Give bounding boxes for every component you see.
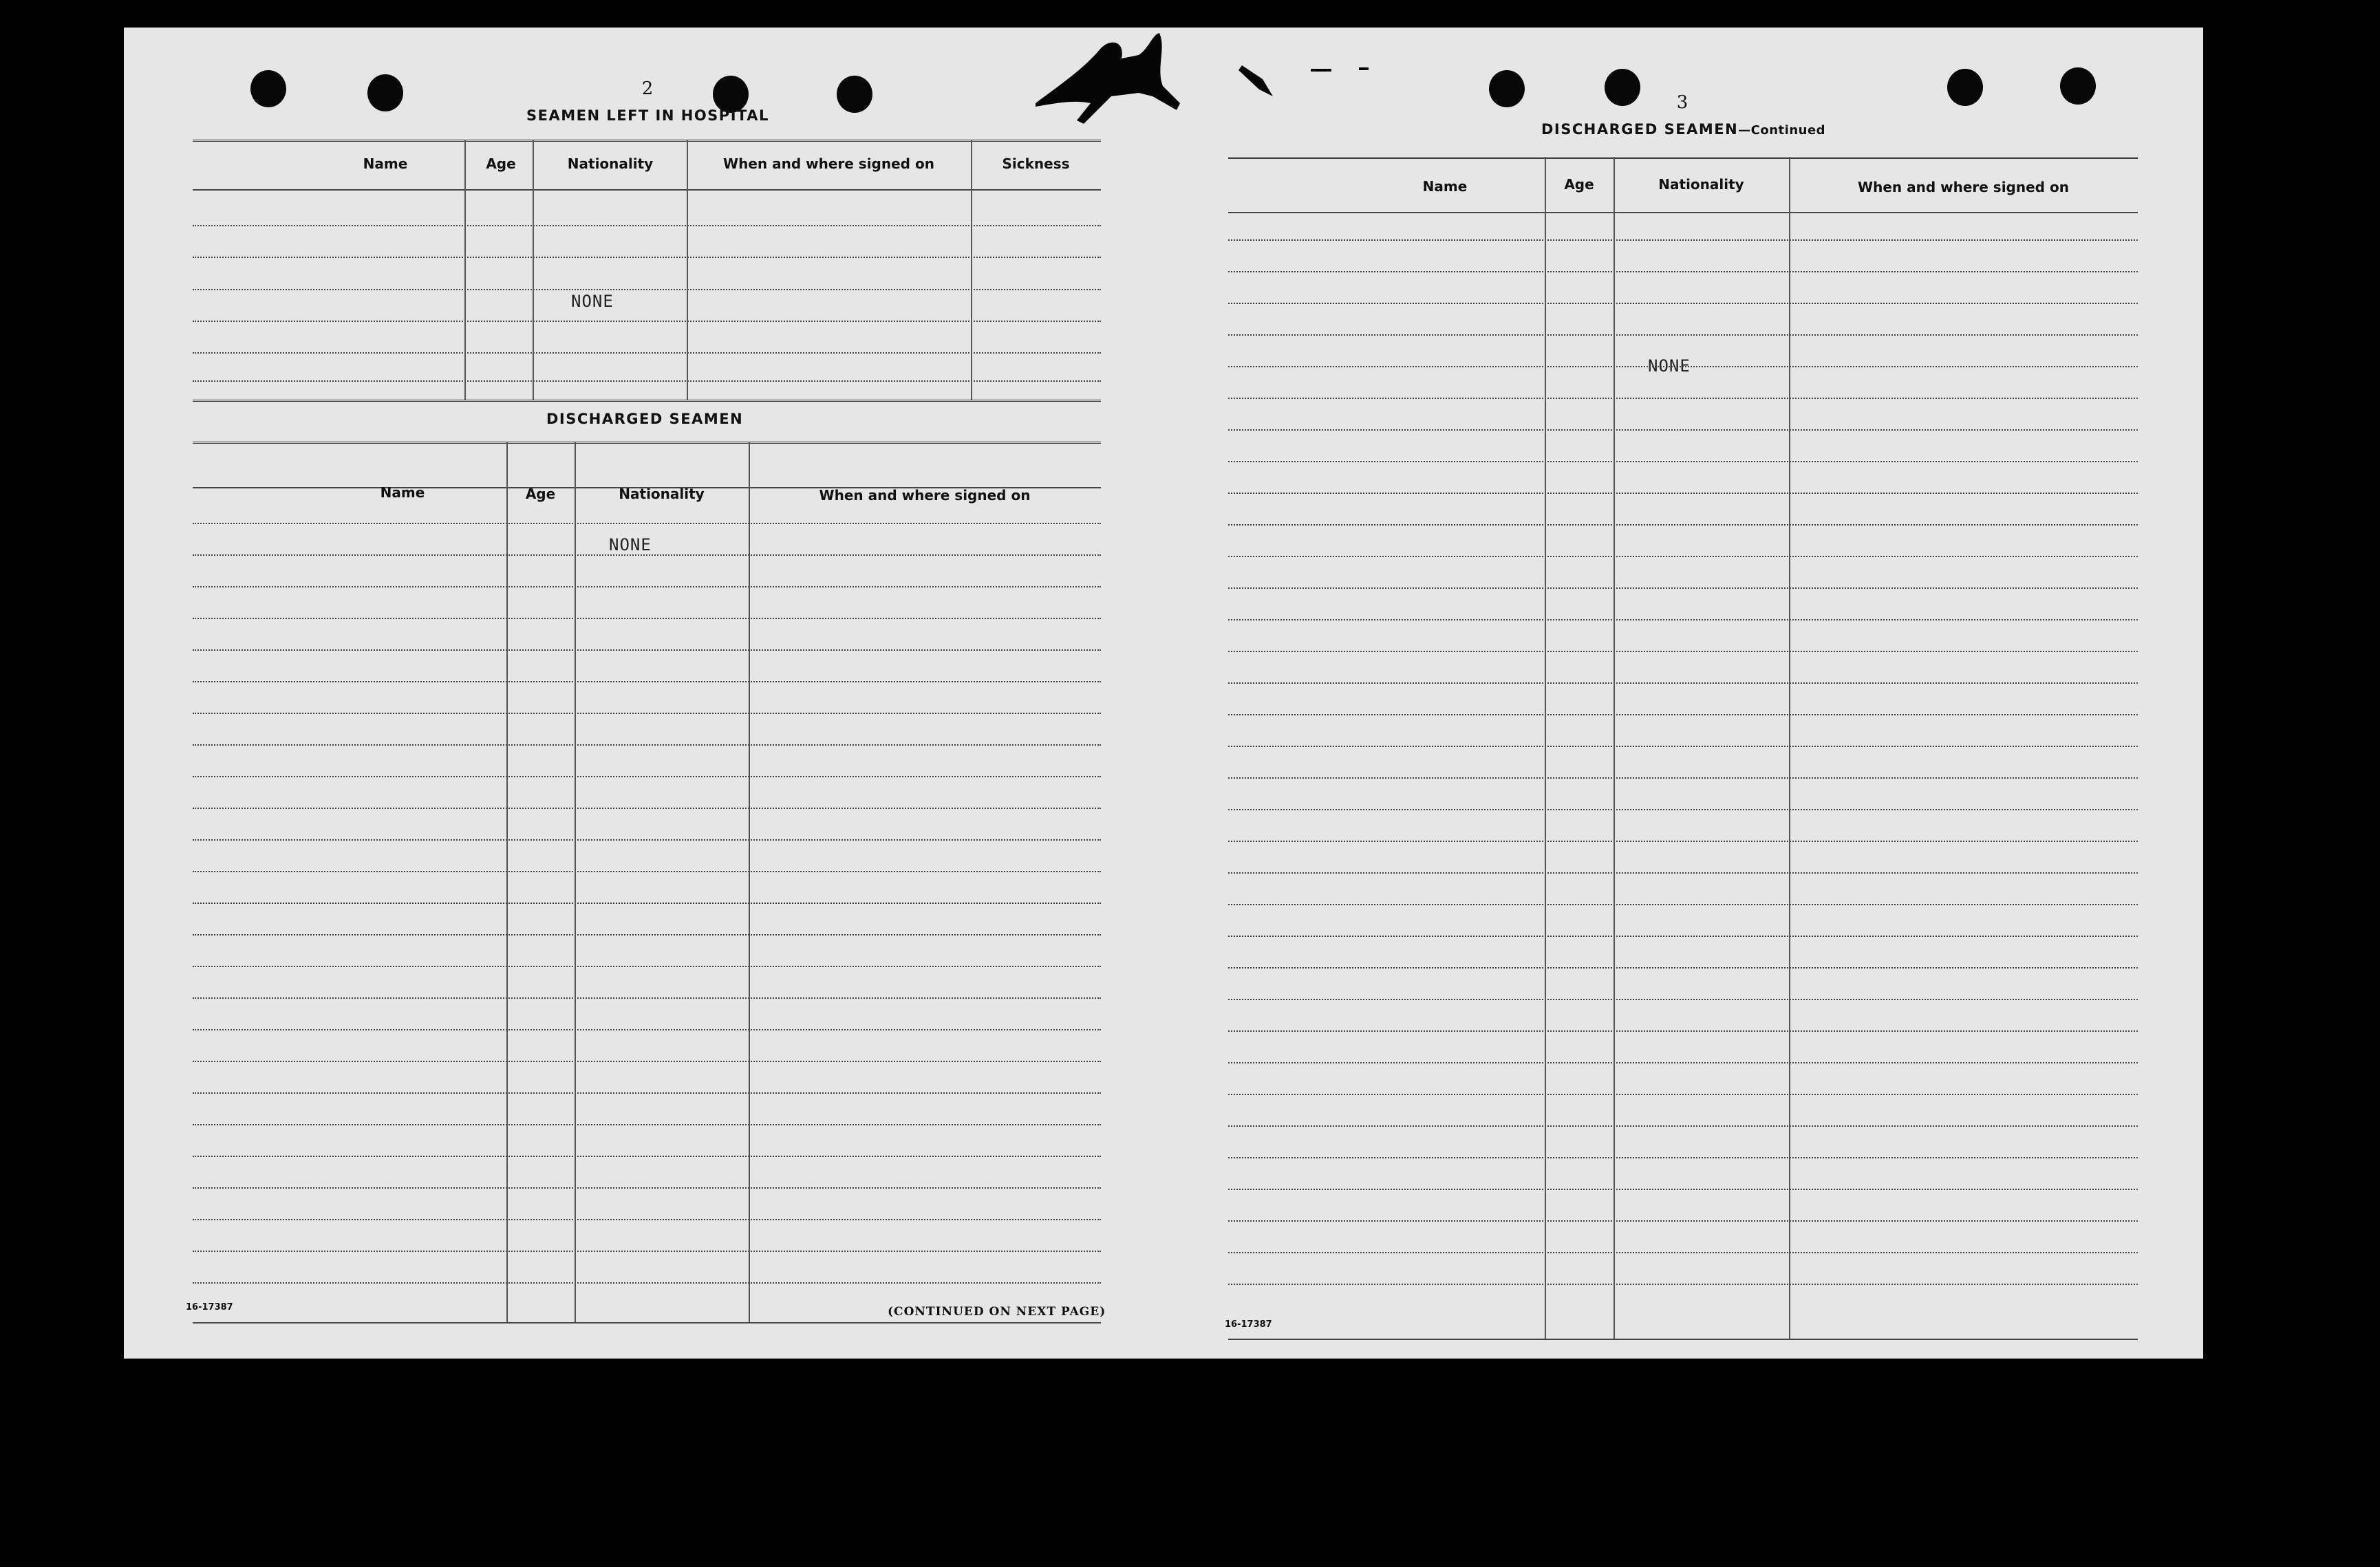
discharged-continued-table (1228, 157, 2138, 1340)
hospital-col-sickness: Sickness (1002, 155, 1070, 172)
punch-hole (250, 70, 286, 107)
page-number-right: 3 (1676, 92, 1688, 113)
continued-col-age: Age (1564, 176, 1594, 193)
discharged-col-nationality: Nationality (619, 486, 705, 502)
hospital-col-name: Name (363, 155, 408, 172)
discharged-section-title: DISCHARGED SEAMEN (546, 411, 744, 427)
discharged-col-name: Name (380, 484, 425, 501)
document-sheet (124, 28, 2203, 1359)
punch-hole (367, 74, 403, 111)
hospital-section-title: SEAMEN LEFT IN HOSPITAL (526, 107, 769, 124)
torn-paper-mark (1036, 28, 1393, 131)
continued-suffix: —Continued (1738, 123, 1826, 138)
discharged-col-age: Age (525, 486, 556, 502)
hospital-col-nationality: Nationality (567, 155, 654, 172)
punch-hole (1489, 70, 1525, 107)
discharged-col-signed-on: When and where signed on (819, 487, 1031, 504)
punch-hole (2060, 67, 2096, 105)
continued-note: (CONTINUED ON NEXT PAGE) (888, 1305, 1106, 1319)
discharged-continued-title (1541, 121, 1825, 138)
punch-hole (1605, 69, 1640, 106)
discharged-table (193, 442, 1101, 1323)
punch-hole (837, 76, 872, 113)
page-number-left: 2 (641, 78, 654, 99)
discharged-entry-none: NONE (609, 535, 652, 554)
hospital-col-signed-on: When and where signed on (723, 155, 934, 172)
continued-entry-none: NONE (1648, 356, 1691, 376)
hospital-table (193, 140, 1101, 429)
continued-col-signed-on: When and where signed on (1858, 179, 2069, 195)
hospital-entry-none: NONE (571, 292, 614, 311)
punch-hole (1947, 69, 1983, 106)
continued-col-nationality: Nationality (1658, 176, 1744, 193)
form-number-left: 16-17387 (186, 1302, 233, 1312)
hospital-col-age: Age (486, 155, 516, 172)
discharged-continued-title-main: DISCHARGED SEAMEN (1541, 121, 1739, 138)
continued-col-name: Name (1422, 178, 1468, 195)
form-number-right: 16-17387 (1225, 1319, 1272, 1330)
